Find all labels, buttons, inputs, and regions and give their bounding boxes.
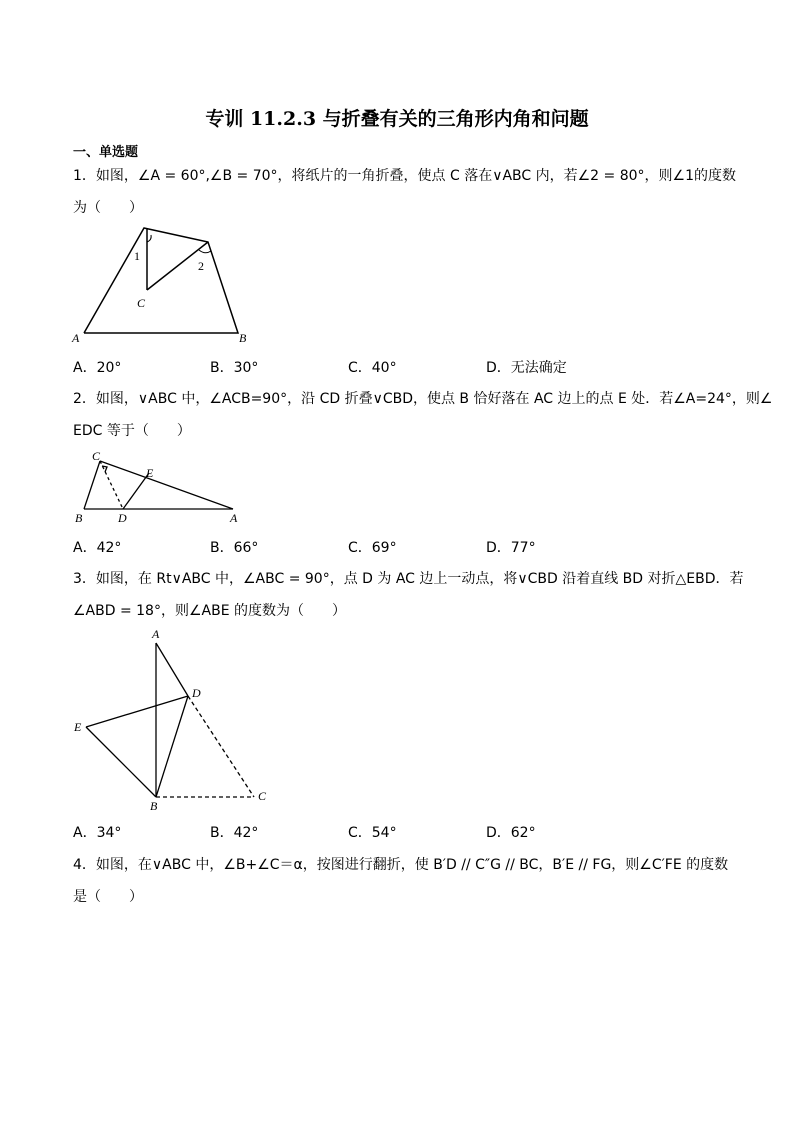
section-heading: 一、单选题 [73, 145, 139, 160]
label-A: A [230, 511, 238, 525]
question-1-text-cont: 为（ ） [73, 200, 143, 216]
figure-2 [70, 448, 250, 528]
page-title: 专训 11.2.3 与折叠有关的三角形内角和问题 [205, 108, 589, 130]
angle-2-arc [199, 250, 211, 253]
segment-DB [156, 696, 188, 797]
q3-option-a[interactable]: A．34° [73, 825, 122, 841]
segment-DC-dashed [188, 696, 254, 797]
label-B: B [150, 799, 158, 813]
segment-ED [86, 696, 188, 727]
label-E: E [146, 466, 154, 480]
label-2: 2 [198, 259, 204, 273]
label-D: D [118, 511, 127, 525]
label-C: C [258, 789, 267, 803]
segment-BC [84, 461, 100, 509]
label-1: 1 [134, 249, 140, 263]
label-C: C [137, 296, 146, 310]
q3-option-c[interactable]: C．54° [348, 825, 397, 841]
label-B: B [239, 331, 247, 345]
question-3-text: 3．如图，在 Rt∨ABC 中，∠ABC = 90°，点 D 为 AC 边上一动点，将∨CBD 沿着直线 BD 对折△EBD．若 [73, 571, 744, 587]
label-A: A [152, 627, 160, 641]
segment-CA [100, 461, 233, 509]
q3-option-b[interactable]: B．42° [210, 825, 259, 841]
q1-option-d[interactable]: D．无法确定 [486, 360, 567, 376]
q2-option-c[interactable]: C．69° [348, 540, 397, 556]
label-C: C [92, 449, 101, 463]
segment-EB [86, 727, 156, 797]
label-E: E [74, 720, 82, 734]
figure-1-outline [84, 228, 238, 333]
q2-option-d[interactable]: D．77° [486, 540, 536, 556]
question-4-text: 4．如图，在∨ABC 中，∠B+∠C＝α，按图进行翻折，使 B′D // C″G // BC，B′E // FG，则∠C′FE 的度数 [73, 857, 729, 873]
q1-option-b[interactable]: B．30° [210, 360, 259, 376]
figure-3 [70, 625, 280, 815]
q1-option-c[interactable]: C．40° [348, 360, 397, 376]
label-B: B [75, 511, 83, 525]
question-4-text-cont: 是（ ） [73, 889, 143, 905]
question-2-text: 2．如图，∨ABC 中，∠ACB=90°，沿 CD 折叠∨CBD，使点 B 恰好落在 AC 边上的点 E 处．若∠A=24°，则∠ [73, 391, 773, 407]
q1-option-a[interactable]: A．20° [73, 360, 122, 376]
q2-option-b[interactable]: B．66° [210, 540, 259, 556]
question-3-text-cont: ∠ABD = 18°，则∠ABE 的度数为（ ） [73, 603, 346, 619]
q3-option-d[interactable]: D．62° [486, 825, 536, 841]
segment-AD [156, 643, 188, 696]
question-2-text-cont: EDC 等于（ ） [73, 423, 191, 439]
figure-1 [66, 220, 256, 350]
question-1-text: 1．如图，∠A = 60°,∠B = 70°，将纸片的一角折叠，使点 C 落在∨ABC 内，若∠2 = 80°，则∠1的度数 [73, 168, 736, 184]
q2-option-a[interactable]: A．42° [73, 540, 122, 556]
label-D: D [192, 686, 201, 700]
label-A: A [72, 331, 80, 345]
